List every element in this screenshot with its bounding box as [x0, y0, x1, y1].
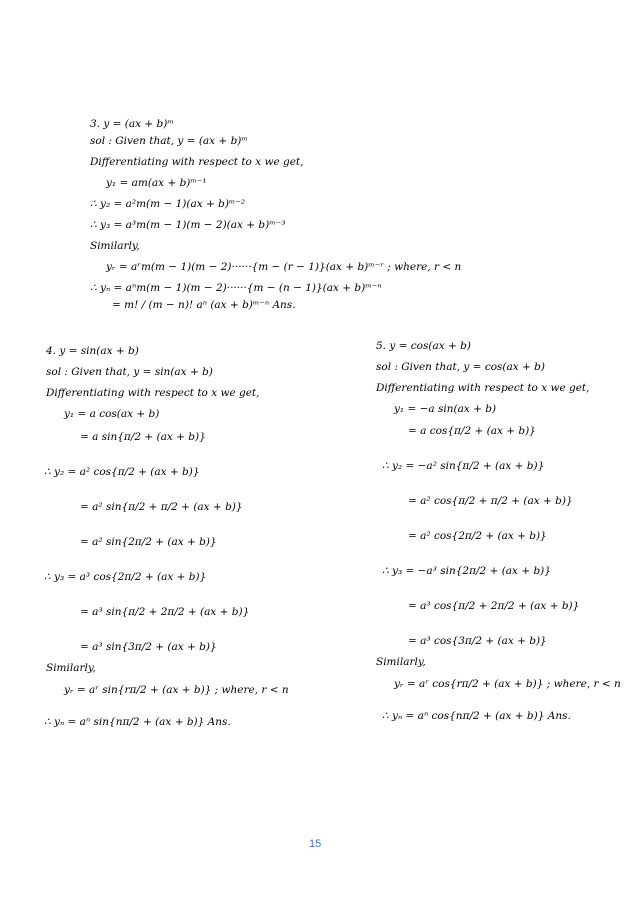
block4-line-7: = a² sin{π/2 + π/2 + (ax + b)} [80, 501, 243, 513]
block4-line-12: Similarly, [46, 662, 96, 674]
block4-line-13: yᵣ = aʳ sin{rπ/2 + (ax + b)} ; where, r < n [64, 684, 289, 696]
block5-line-4: y₁ = −a sin(ax + b) [394, 403, 497, 415]
block3-line-3: Differentiating with respect to x we get, [90, 156, 304, 168]
block5-line-5: = a cos{π/2 + (ax + b)} [408, 425, 536, 437]
block3-line-6: ∴ y₃ = a³m(m − 1)(m − 2)(ax + b)ᵐ⁻³ [90, 219, 286, 231]
block5-line-13: yᵣ = aʳ cos{rπ/2 + (ax + b)} ; where, r < n [394, 678, 621, 690]
page-number: 15 [309, 838, 322, 850]
block3-line-5: ∴ y₂ = a²m(m − 1)(ax + b)ᵐ⁻² [90, 198, 246, 210]
block4-line-1: 4. y = sin(ax + b) [46, 345, 139, 357]
block4-line-11: = a³ sin{3π/2 + (ax + b)} [80, 641, 217, 653]
block3-line-2: sol : Given that, y = (ax + b)ᵐ [90, 135, 248, 147]
block4-line-6: ∴ y₂ = a² cos{π/2 + (ax + b)} [44, 466, 200, 478]
block5-line-6: ∴ y₂ = −a² sin{π/2 + (ax + b)} [382, 460, 545, 472]
block4-line-3: Differentiating with respect to x we get, [46, 387, 260, 399]
block3-line-1: 3. y = (ax + b)ᵐ [90, 118, 174, 130]
block5-line-12: Similarly, [376, 656, 426, 668]
block3-line-10: = m! / (m − n)! aⁿ (ax + b)ᵐ⁻ⁿ Ans. [112, 299, 296, 311]
block3-line-9: ∴ yₙ = aⁿm(m − 1)(m − 2)······{m − (n − 1)}(ax + b)ᵐ⁻ⁿ [90, 282, 382, 294]
block4-line-4: y₁ = a cos(ax + b) [64, 408, 160, 420]
block5-line-10: = a³ cos{π/2 + 2π/2 + (ax + b)} [408, 600, 580, 612]
block5-line-8: = a² cos{2π/2 + (ax + b)} [408, 530, 547, 542]
block4-line-14: ∴ yₙ = aⁿ sin{nπ/2 + (ax + b)} Ans. [44, 716, 231, 728]
block4-line-10: = a³ sin{π/2 + 2π/2 + (ax + b)} [80, 606, 250, 618]
block3-line-8: yᵣ = aʳm(m − 1)(m − 2)······{m − (r − 1)}(ax + b)ᵐ⁻ʳ ; where, r < n [106, 261, 462, 273]
block5-line-3: Differentiating with respect to x we get, [376, 382, 590, 394]
block5-line-9: ∴ y₃ = −a³ sin{2π/2 + (ax + b)} [382, 565, 551, 577]
block5-line-1: 5. y = cos(ax + b) [376, 340, 471, 352]
block3-line-7: Similarly, [90, 240, 140, 252]
block5-line-14: ∴ yₙ = aⁿ cos{nπ/2 + (ax + b)} Ans. [382, 710, 571, 722]
block3-line-4: y₁ = am(ax + b)ᵐ⁻¹ [106, 177, 207, 189]
block5-line-7: = a² cos{π/2 + π/2 + (ax + b)} [408, 495, 573, 507]
block4-line-2: sol : Given that, y = sin(ax + b) [46, 366, 213, 378]
block4-line-9: ∴ y₃ = a³ cos{2π/2 + (ax + b)} [44, 571, 207, 583]
block4-line-5: = a sin{π/2 + (ax + b)} [80, 431, 206, 443]
block5-line-2: sol : Given that, y = cos(ax + b) [376, 361, 545, 373]
block4-line-8: = a² sin{2π/2 + (ax + b)} [80, 536, 217, 548]
block5-line-11: = a³ cos{3π/2 + (ax + b)} [408, 635, 547, 647]
